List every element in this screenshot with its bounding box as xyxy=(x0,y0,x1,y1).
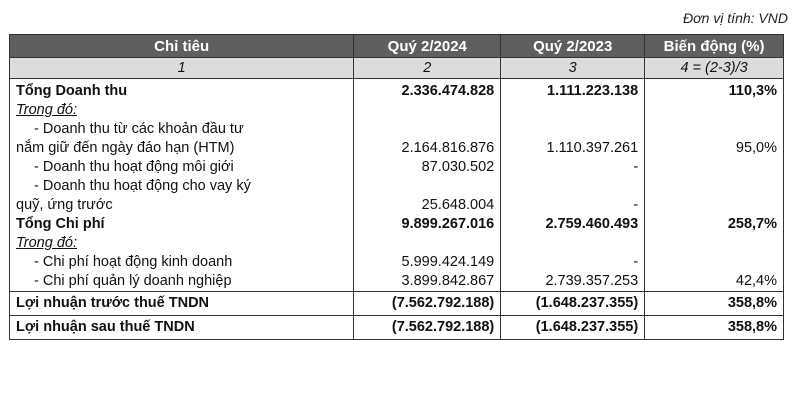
cell-q2-2024: 87.030.502 xyxy=(354,158,501,177)
row-label: Lợi nhuận sau thuế TNDN xyxy=(10,316,354,340)
cell-q2-2023: - xyxy=(501,253,645,272)
table-header-row xyxy=(10,35,784,58)
cell-q2-2023: - xyxy=(501,196,645,215)
cell-q2-2023: 2.739.357.253 xyxy=(501,272,645,292)
cell-q2-2024: 25.648.004 xyxy=(354,196,501,215)
cell-q2-2024: 5.999.424.149 xyxy=(354,253,501,272)
table-row-admin-cost xyxy=(10,272,784,292)
table-row-htm-line1 xyxy=(10,120,784,139)
table-row-operating-cost xyxy=(10,253,784,272)
cell-q2-2024: 2.164.816.876 xyxy=(354,139,501,158)
cell-change: 358,8% xyxy=(645,292,784,316)
table-row-profit-after-tax xyxy=(10,316,784,340)
table-row-margin-line1 xyxy=(10,177,784,196)
row-label: Tổng Chi phí xyxy=(10,215,354,234)
cell-q2-2023: - xyxy=(501,158,645,177)
header-q2-2023: Quý 2/2023 xyxy=(501,35,645,58)
row-label: quỹ, ứng trước xyxy=(10,196,354,215)
header-change: Biến động (%) xyxy=(645,35,784,58)
financial-table xyxy=(9,34,784,340)
cell-q2-2023: 1.111.223.138 xyxy=(501,79,645,102)
row-label: Lợi nhuận trước thuế TNDN xyxy=(10,292,354,316)
index-col4: 4 = (2-3)/3 xyxy=(645,58,784,79)
header-indicator: Chỉ tiêu xyxy=(10,35,354,58)
of-which-label: Trong đó: xyxy=(16,102,77,118)
row-label: - Chi phí quản lý doanh nghiệp xyxy=(10,272,354,292)
cell-q2-2024: 2.336.474.828 xyxy=(354,79,501,102)
table-row-profit-before-tax xyxy=(10,292,784,316)
row-label: - Doanh thu hoạt động môi giới xyxy=(10,158,354,177)
table-row-revenue-of-which xyxy=(10,101,784,120)
header-q2-2024: Quý 2/2024 xyxy=(354,35,501,58)
cell-q2-2024: 9.899.267.016 xyxy=(354,215,501,234)
table-row-total-revenue xyxy=(10,79,784,102)
table-row-cost-of-which xyxy=(10,234,784,253)
cell-q2-2023: 1.110.397.261 xyxy=(501,139,645,158)
row-label: Tổng Doanh thu xyxy=(10,79,354,102)
cell-q2-2024: 3.899.842.867 xyxy=(354,272,501,292)
of-which-label: Trong đó: xyxy=(16,235,77,251)
table-row-htm xyxy=(10,139,784,158)
cell-q2-2023: 2.759.460.493 xyxy=(501,215,645,234)
cell-change xyxy=(645,253,784,272)
row-label: nắm giữ đến ngày đáo hạn (HTM) xyxy=(10,139,354,158)
row-label: - Chi phí hoạt động kinh doanh xyxy=(10,253,354,272)
unit-note: Đơn vị tính: VND xyxy=(683,10,788,26)
cell-q2-2023: (1.648.237.355) xyxy=(501,316,645,340)
cell-change: 95,0% xyxy=(645,139,784,158)
table-row-margin xyxy=(10,196,784,215)
cell-change: 258,7% xyxy=(645,215,784,234)
cell-change xyxy=(645,158,784,177)
index-col3: 3 xyxy=(501,58,645,79)
cell-change: 42,4% xyxy=(645,272,784,292)
index-col2: 2 xyxy=(354,58,501,79)
cell-q2-2024: (7.562.792.188) xyxy=(354,316,501,340)
cell-change: 358,8% xyxy=(645,316,784,340)
cell-change: 110,3% xyxy=(645,79,784,102)
table-row-total-cost xyxy=(10,215,784,234)
index-row xyxy=(10,58,784,79)
index-col1: 1 xyxy=(10,58,354,79)
cell-q2-2024: (7.562.792.188) xyxy=(354,292,501,316)
table-row-brokerage xyxy=(10,158,784,177)
row-label: - Doanh thu hoạt động cho vay ký xyxy=(10,177,354,196)
cell-q2-2023: (1.648.237.355) xyxy=(501,292,645,316)
row-label: - Doanh thu từ các khoản đầu tư xyxy=(10,120,354,139)
cell-change xyxy=(645,196,784,215)
